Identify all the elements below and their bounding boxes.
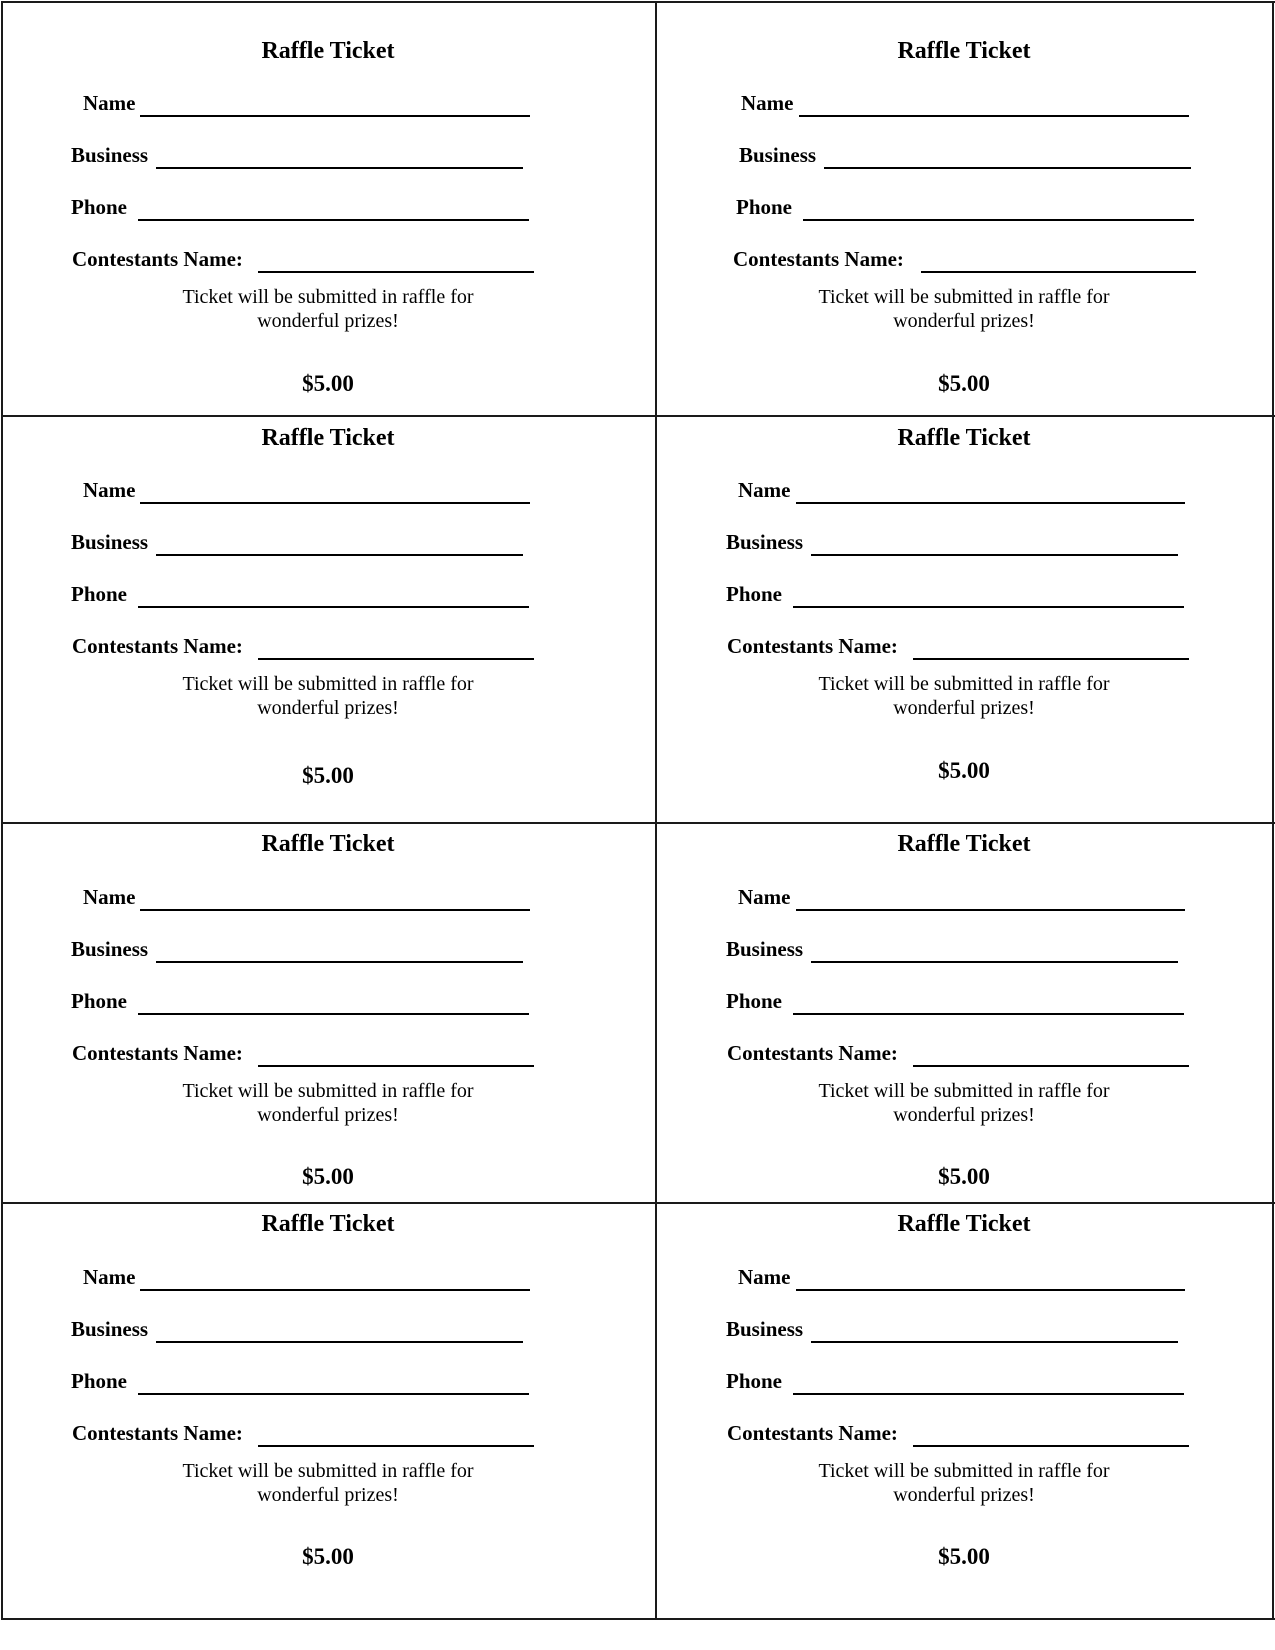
name-label: Name [738,478,791,502]
business-fill-line[interactable] [811,961,1178,963]
border-left [1,1,3,1620]
border-bottom [1,1618,1275,1620]
business-label: Business [71,1317,149,1341]
contestants-name-label: Contestants Name: [72,1041,243,1065]
ticket-note-line-2: wonderful prizes! [893,697,1035,719]
ticket-price: $5.00 [938,758,990,783]
phone-fill-line[interactable] [138,606,529,608]
ticket-title: Raffle Ticket [897,831,1031,857]
ticket-note-line-2: wonderful prizes! [257,697,399,719]
business-fill-line[interactable] [156,1341,523,1343]
phone-label: Phone [726,1369,783,1393]
phone-fill-line[interactable] [793,1013,1184,1015]
name-label: Name [83,885,136,909]
name-label: Name [83,91,136,115]
ticket-title: Raffle Ticket [261,38,395,64]
ticket-note [784,1079,1144,1127]
phone-fill-line[interactable] [803,219,1194,221]
ticket-price: $5.00 [938,1164,990,1189]
business-fill-line[interactable] [156,554,523,556]
ticket-title: Raffle Ticket [261,1211,395,1237]
contestants-name-fill-line[interactable] [921,271,1196,273]
contestants-name-fill-line[interactable] [258,1065,534,1067]
contestants-name-label: Contestants Name: [727,1041,898,1065]
name-fill-line[interactable] [140,909,530,911]
ticket-note-line-2: wonderful prizes! [893,1104,1035,1126]
ticket-note [148,1079,508,1127]
phone-fill-line[interactable] [138,219,529,221]
ticket-note-line-1: Ticket will be submitted in raffle for [182,286,474,308]
ticket-price: $5.00 [302,1544,354,1569]
ticket-note [148,672,508,720]
name-fill-line[interactable] [799,115,1189,117]
name-label: Name [741,91,794,115]
contestants-name-fill-line[interactable] [913,1445,1189,1447]
business-label: Business [71,143,149,167]
business-label: Business [739,143,817,167]
ticket-title: Raffle Ticket [261,425,395,451]
ticket-title: Raffle Ticket [897,425,1031,451]
business-fill-line[interactable] [156,167,523,169]
ticket-note-line-1: Ticket will be submitted in raffle for [182,1460,474,1482]
border-right [1272,1,1274,1620]
phone-label: Phone [71,195,128,219]
ticket-note-line-2: wonderful prizes! [257,310,399,332]
contestants-name-fill-line[interactable] [258,271,534,273]
phone-label: Phone [736,195,793,219]
contestants-name-label: Contestants Name: [72,634,243,658]
ticket-note-line-2: wonderful prizes! [893,1484,1035,1506]
contestants-name-fill-line[interactable] [258,658,534,660]
phone-label: Phone [71,582,128,606]
ticket-note [784,1459,1144,1507]
ticket-price: $5.00 [938,1544,990,1569]
ticket-price: $5.00 [302,371,354,396]
ticket-title: Raffle Ticket [897,38,1031,64]
ticket-price: $5.00 [938,371,990,396]
ticket-note-line-1: Ticket will be submitted in raffle for [818,1460,1110,1482]
ticket-note-line-1: Ticket will be submitted in raffle for [182,673,474,695]
contestants-name-fill-line[interactable] [913,658,1189,660]
ticket-note-line-2: wonderful prizes! [257,1104,399,1126]
name-fill-line[interactable] [796,909,1185,911]
name-label: Name [738,1265,791,1289]
name-fill-line[interactable] [796,1289,1185,1291]
name-fill-line[interactable] [140,502,530,504]
ticket-note-line-1: Ticket will be submitted in raffle for [818,286,1110,308]
phone-fill-line[interactable] [793,606,1184,608]
contestants-name-label: Contestants Name: [72,1421,243,1445]
contestants-name-label: Contestants Name: [733,247,904,271]
phone-label: Phone [726,582,783,606]
contestants-name-label: Contestants Name: [727,634,898,658]
name-label: Name [83,478,136,502]
name-fill-line[interactable] [796,502,1185,504]
phone-label: Phone [71,1369,128,1393]
phone-fill-line[interactable] [138,1013,529,1015]
contestants-name-label: Contestants Name: [72,247,243,271]
divider-row-1 [1,415,1275,417]
name-fill-line[interactable] [140,115,530,117]
border-top [1,1,1275,3]
ticket-price: $5.00 [302,1164,354,1189]
contestants-name-label: Contestants Name: [727,1421,898,1445]
ticket-note [148,1459,508,1507]
phone-fill-line[interactable] [138,1393,529,1395]
ticket-note [148,285,508,333]
contestants-name-fill-line[interactable] [258,1445,534,1447]
name-label: Name [738,885,791,909]
ticket-note-line-2: wonderful prizes! [893,310,1035,332]
business-label: Business [726,1317,804,1341]
business-label: Business [71,937,149,961]
business-fill-line[interactable] [824,167,1191,169]
business-fill-line[interactable] [811,1341,1178,1343]
phone-label: Phone [71,989,128,1013]
divider-column [655,1,657,1620]
ticket-note-line-1: Ticket will be submitted in raffle for [818,1080,1110,1102]
name-label: Name [83,1265,136,1289]
ticket-title: Raffle Ticket [897,1211,1031,1237]
name-fill-line[interactable] [140,1289,530,1291]
ticket-note-line-1: Ticket will be submitted in raffle for [182,1080,474,1102]
ticket-note [784,285,1144,333]
ticket-note [784,672,1144,720]
ticket-price: $5.00 [302,763,354,788]
divider-row-2 [1,822,1275,824]
business-label: Business [726,937,804,961]
ticket-note-line-1: Ticket will be submitted in raffle for [818,673,1110,695]
business-fill-line[interactable] [156,961,523,963]
phone-fill-line[interactable] [793,1393,1184,1395]
business-fill-line[interactable] [811,554,1178,556]
contestants-name-fill-line[interactable] [913,1065,1189,1067]
business-label: Business [71,530,149,554]
ticket-title: Raffle Ticket [261,831,395,857]
phone-label: Phone [726,989,783,1013]
divider-row-3 [1,1202,1275,1204]
ticket-note-line-2: wonderful prizes! [257,1484,399,1506]
business-label: Business [726,530,804,554]
